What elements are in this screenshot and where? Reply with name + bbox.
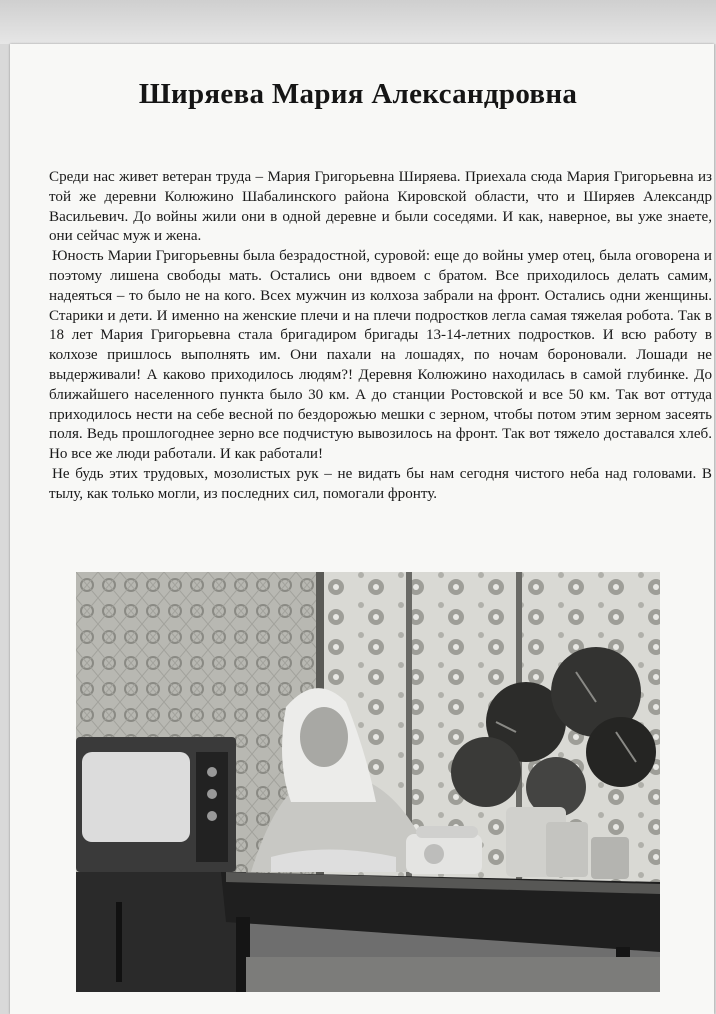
rotary-telephone [406,826,482,874]
woman-face [300,707,348,767]
paragraph-3: Не будь этих трудовых, мозолистых рук – не видать бы нам сегодня чистого неба над головами. В тылу, как только могли, из последних сил, помогали фронту. [49,465,712,502]
page-title: Ширяева Мария Александровна [138,78,578,110]
scan-top-edge [0,0,716,44]
paragraph-1: Среди нас живет ветеран труда – Мария Григорьевна Ширяева. Приехала сюда Мария Григорьевна из той же деревни Колюжино Шабалинского района Кировской области, что и Ширяев Александр Васильевич. До войны жили они в одной деревне и были соседями. И как, наверное, вы уже знаете, они сейчас муж и жена. [49,169,712,245]
tv-screen [82,752,190,842]
portrait-photo [76,572,660,992]
paragraph-2: Юность Марии Григорьевны была безрадостной, суровой: еще до войны умер отец, была оговорена и поэтому лишена свободы мать. Остались они вдвоем с братом. Все приходилось делать самим, надеяться – то было не на кого. Всех мужчин из колхоза забрали на фронт. Остались одни женщины. Старики и дети. И именно на женские плечи и на плечи подростков легла самая тяжелая робота. Так в 18 лет Мария Григорьевна стала бригадиром бригады 13-14-летних подростков. И всю работу в колхозе пришлось выполнять им. Они пахали на лошадях, по ночам бороновали. Лошади не выдерживали! А каково приходилось людям?! Деревня Колюжино находилась в самой глубинке. До ближайшего населенного пункта было 30 км. А до станции Ростовской и все 50 км. Так вот оттуда приходилось нести на себе весной по бездорожью мешки с зерном, чтобы потом этим зерном засеять поля. Ведь прошлогоднее зерно все подчистую вывозилось на фронт. Так вот тяжело доставался хлеб. Но все же люди работали. И как работали! [49,248,712,463]
tv-cabinet [76,872,246,992]
cup [546,822,588,877]
jar [591,837,629,879]
photo-illustration [76,572,660,992]
article-body [49,168,712,505]
